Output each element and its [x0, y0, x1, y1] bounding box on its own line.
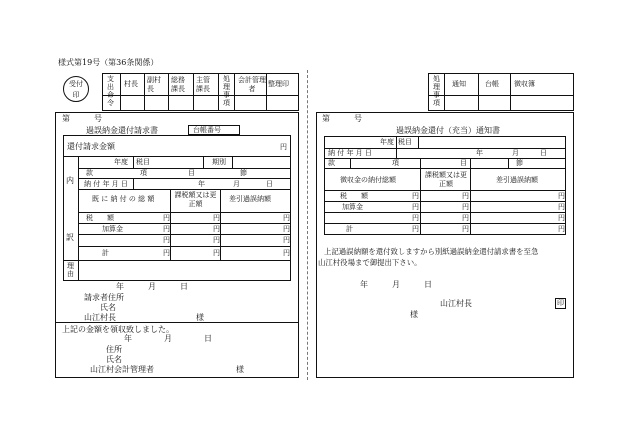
row-paydate-year: 年 [198, 180, 205, 188]
approval-shori: 処理事項 [223, 75, 230, 107]
approval-kaikei: 会計管理者 [238, 76, 266, 93]
claimant-address-label: 請求者住所 [84, 293, 124, 302]
r-yen-r3c2: 円 [462, 214, 469, 222]
r-yen-r4c2: 円 [462, 225, 469, 233]
reason-label: 理由 [67, 262, 74, 278]
approval-tsuuchi: 通知 [452, 80, 466, 88]
breakdown-uchi: 内 [66, 176, 74, 185]
right-title: 過誤納金還付（充当）通知書 [396, 126, 500, 135]
r-row-moku: 目 [460, 159, 467, 167]
r-yen-r1c3: 円 [558, 192, 565, 200]
village-head-right: 山江村長 [440, 299, 472, 308]
r-yen-r1c1: 円 [412, 192, 419, 200]
yen-r4c3: 円 [283, 249, 290, 257]
approval-shishutsu: 支出命令 [107, 75, 114, 107]
col-assessment: 課税額又は更正額 [174, 191, 217, 208]
approval-fukusonchou: 副村長 [147, 76, 161, 93]
r-yen-r3c1: 円 [412, 214, 419, 222]
form-label: 様式第19号（第36条関係） [58, 58, 159, 67]
yen-r3c3: 円 [283, 236, 290, 244]
right-approval-table [428, 73, 574, 111]
row-moku: 目 [188, 169, 195, 177]
r-row-setsu: 節 [516, 159, 523, 167]
approval-shukan: 主管課長 [196, 76, 210, 93]
received-date: 年 月 日 [124, 334, 212, 343]
row-paydate-day: 日 [266, 180, 273, 188]
claim-date: 年 月 日 [116, 282, 188, 291]
r-yen-r2c2: 円 [462, 203, 469, 211]
r-yen-r2c1: 円 [412, 203, 419, 211]
r-row-paydate-day: 日 [540, 149, 547, 157]
r-row-paydate-year: 年 [476, 149, 483, 157]
r-tax-amount-label: 税 額 [340, 192, 368, 200]
sama-right: 様 [410, 310, 418, 319]
yen-r3c1: 円 [163, 236, 170, 244]
approval-sonchou: 村長 [124, 80, 138, 88]
r-col-collected: 徴収金の納付総額 [340, 176, 396, 184]
yen-r4c2: 円 [213, 249, 220, 257]
approval-soumu: 総務課長 [171, 76, 185, 93]
row-period: 期別 [212, 158, 226, 166]
approval-daichou: 台帳 [485, 80, 499, 88]
yen-r4c1: 円 [163, 249, 170, 257]
r-row-kou: 項 [392, 159, 399, 167]
reception-stamp-top: 受付 [69, 80, 83, 88]
row-paydate-month: 月 [233, 180, 240, 188]
r-yen-r4c3: 円 [558, 225, 565, 233]
treasurer-label: 山江村会計管理者 [90, 365, 154, 374]
ledger-number-label: 台帳番号 [193, 126, 221, 134]
reception-stamp-bottom: 印 [72, 91, 80, 99]
notice-date: 年 月 日 [360, 280, 432, 289]
row-setsu: 節 [240, 169, 247, 177]
left-title: 過誤納金還付請求書 [86, 126, 158, 135]
sama-left: 様 [196, 313, 204, 322]
r-col-diff: 差引過誤納額 [496, 176, 538, 184]
total-label: 計 [102, 249, 109, 257]
yen-r3c2: 円 [213, 236, 220, 244]
approval-seiri: 整理印 [268, 80, 289, 88]
r-row-tax: 税目 [398, 138, 412, 146]
approval-choushubo: 徴収簿 [514, 80, 535, 88]
refund-amount-yen: 円 [280, 143, 287, 151]
yen-r1c2: 円 [213, 214, 220, 222]
receipt-name-label: 氏名 [106, 355, 122, 364]
village-head-left: 山江村長 [84, 313, 116, 322]
r-col-assessment: 課税額又は更正額 [425, 171, 467, 188]
yen-r2c1: 円 [163, 225, 170, 233]
seal-label: 印 [557, 299, 564, 307]
r-yen-r3c3: 円 [558, 214, 565, 222]
approval-shori-right: 処理事項 [433, 75, 440, 107]
yen-r1c1: 円 [163, 214, 170, 222]
yen-r2c2: 円 [213, 225, 220, 233]
col-diff: 差引過誤納額 [229, 195, 271, 203]
r-yen-r4c1: 円 [412, 225, 419, 233]
r-row-kan: 款 [328, 159, 335, 167]
sama-treasurer: 様 [236, 365, 244, 374]
refund-amount-label: 還付請求金額 [67, 142, 115, 151]
cut-line [307, 70, 308, 380]
r-row-paydate: 納 付 年 月 日 [328, 149, 372, 157]
yen-r2c3: 円 [283, 225, 290, 233]
breakdown-wake: 訳 [66, 233, 74, 242]
receipt-address-label: 住所 [106, 345, 122, 354]
col-paid-total: 既 に 納 付 の 総 額 [92, 195, 155, 203]
right-number-label: 第 号 [322, 114, 362, 123]
tax-amount-label: 税 額 [86, 214, 114, 222]
claimant-name-label: 氏名 [100, 303, 116, 312]
surcharge-label: 加算金 [102, 225, 123, 233]
r-surcharge-label: 加算金 [342, 203, 363, 211]
notice-text-line2: 山江村役場まで御提出下さい。 [318, 258, 422, 267]
notice-text-line1: 上記過誤納額を還付致しますから別紙過誤納金還付請求書を至急 [324, 247, 539, 256]
received-text: 上記の金額を領収致しました。 [62, 325, 174, 334]
r-yen-r2c3: 円 [558, 203, 565, 211]
row-tax: 税目 [136, 158, 150, 166]
r-row-year: 年度 [380, 138, 394, 146]
row-kan: 款 [86, 169, 93, 177]
r-row-paydate-month: 月 [512, 149, 519, 157]
left-number-label: 第 号 [62, 114, 102, 123]
row-year: 年度 [114, 158, 128, 166]
r-total-label: 計 [346, 225, 353, 233]
r-yen-r1c2: 円 [462, 192, 469, 200]
yen-r1c3: 円 [283, 214, 290, 222]
row-kou: 項 [140, 169, 147, 177]
row-paydate: 納 付 年 月 日 [84, 180, 128, 188]
